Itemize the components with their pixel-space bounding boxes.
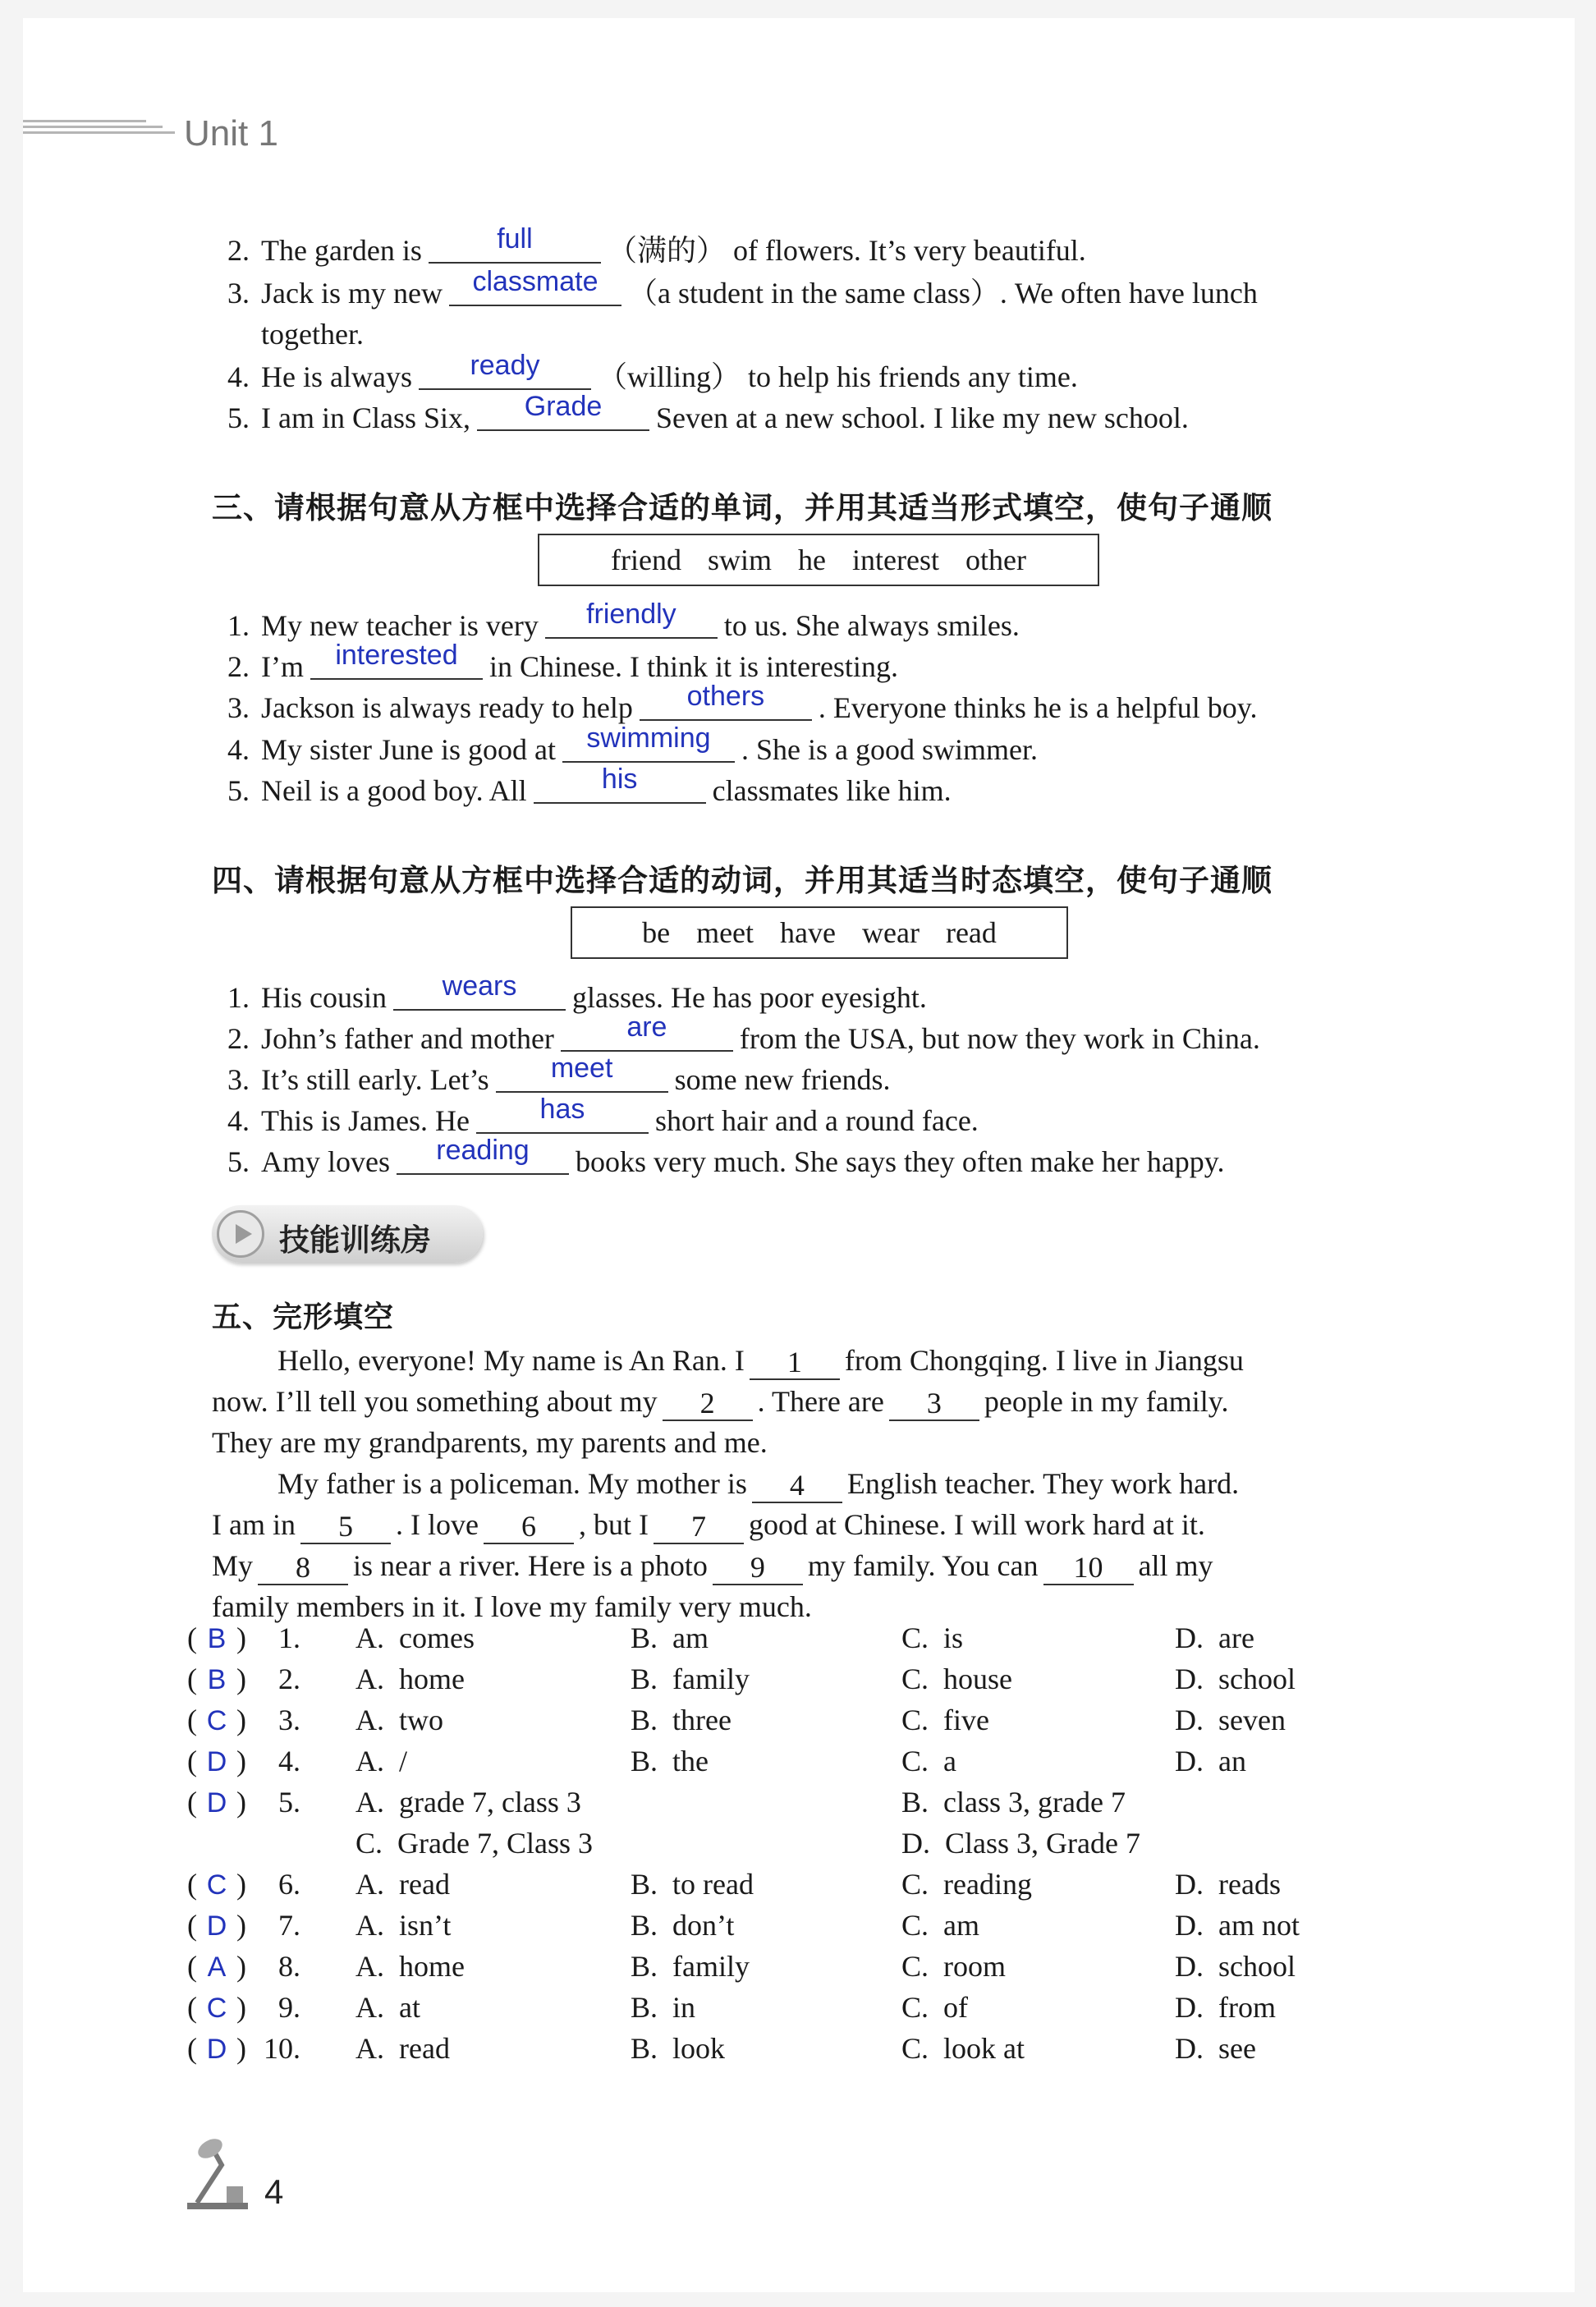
- option-d[interactable]: D. reads: [1175, 1868, 1281, 1901]
- answer-blank[interactable]: has: [476, 1103, 649, 1134]
- s2-item-4: 4. He is always ready （willing） to help his friends any time.: [227, 350, 1078, 393]
- answer-blank[interactable]: interested: [310, 649, 483, 680]
- option-c[interactable]: C. reading: [901, 1868, 1032, 1901]
- answer-blank[interactable]: meet: [496, 1062, 668, 1093]
- cloze-blank: 2: [663, 1387, 753, 1421]
- option-c[interactable]: C. Grade 7, Class 3: [355, 1827, 593, 1860]
- cloze-blank: 4: [752, 1469, 842, 1503]
- option-a[interactable]: A. isn’t: [355, 1909, 452, 1942]
- s3-item-1: 1. My new teacher is very friendly to us. She always smiles.: [227, 599, 1020, 642]
- section3-word-box: [538, 534, 1099, 586]
- option-d[interactable]: D. school: [1175, 1663, 1296, 1695]
- option-b[interactable]: B. look: [631, 2032, 726, 2065]
- answer-blank[interactable]: swimming: [562, 732, 735, 763]
- play-icon: [217, 1210, 264, 1258]
- word-box-item: wear: [862, 916, 920, 949]
- option-a[interactable]: A. read: [355, 2032, 450, 2065]
- s2-item-3: 3. Jack is my new classmate （a student in the same class）. We often have lunch: [227, 266, 1258, 310]
- option-d[interactable]: D. from: [1175, 1991, 1276, 2024]
- section3-heading: 三、请根据句意从方框中选择合适的单词，并用其适当形式填空，使句子通顺: [212, 490, 1273, 525]
- option-b[interactable]: B. to read: [631, 1868, 754, 1901]
- selected-answer[interactable]: D: [206, 1746, 227, 1777]
- unit-title: Unit 1: [184, 113, 278, 154]
- cloze-blank: 1: [750, 1346, 840, 1380]
- skills-banner: [212, 1205, 483, 1263]
- passage-line: My 8 is near a river. Here is a photo 9 my family. You can 10 all my: [212, 1549, 1213, 1584]
- s2-item-2: 2. The garden is full （满的） of flowers. It’s very beautiful.: [227, 223, 1086, 267]
- word-box-item: other: [965, 543, 1026, 576]
- answer-blank[interactable]: reading: [397, 1144, 569, 1175]
- selected-answer[interactable]: C: [206, 1869, 227, 1901]
- option-c[interactable]: C. five: [901, 1704, 989, 1736]
- answer-blank[interactable]: classmate: [449, 275, 621, 306]
- answer-paren: ( B ) 1.: [187, 1617, 300, 1659]
- option-b[interactable]: B. in: [631, 1991, 696, 2024]
- answer-paren: ( D ) 4.: [187, 1741, 300, 1782]
- answer-paren: ( C ) 6.: [187, 1864, 300, 1906]
- option-d[interactable]: D. am not: [1175, 1909, 1300, 1942]
- selected-answer[interactable]: B: [207, 1664, 227, 1695]
- s3-item-3: 3. Jackson is always ready to help others . Everyone thinks he is a helpful boy.: [227, 681, 1258, 724]
- option-a[interactable]: A. home: [355, 1663, 465, 1695]
- question-number: 10.: [264, 2032, 300, 2065]
- question-number: 2.: [278, 1663, 300, 1695]
- cloze-blank: 7: [654, 1510, 744, 1544]
- option-b[interactable]: B. don’t: [631, 1909, 735, 1942]
- section4-heading: 四、请根据句意从方框中选择合适的动词，并用其适当时态填空，使句子通顺: [212, 863, 1273, 898]
- question-number: 5.: [278, 1786, 300, 1819]
- s2-item-3-cont: together.: [261, 318, 364, 351]
- option-c[interactable]: C. house: [901, 1663, 1013, 1695]
- passage-line: I am in 5 . I love 6 , but I 7 good at Chinese. I will work hard at it.: [212, 1508, 1205, 1543]
- word-box-item: he: [798, 543, 827, 576]
- word-box-item: meet: [696, 916, 754, 949]
- question-number: 4.: [278, 1745, 300, 1777]
- answer-paren: ( A ) 8.: [187, 1946, 300, 1988]
- answer-paren: ( C ) 9.: [187, 1987, 300, 2029]
- question-number: 6.: [278, 1868, 300, 1901]
- answer-blank[interactable]: friendly: [545, 608, 718, 639]
- passage-line: now. I’ll tell you something about my 2 . There are 3 people in my family.: [212, 1385, 1229, 1420]
- option-b[interactable]: B. the: [631, 1745, 709, 1777]
- option-a[interactable]: A. grade 7, class 3: [355, 1786, 581, 1819]
- selected-answer[interactable]: C: [206, 1705, 227, 1736]
- question-number: 8.: [278, 1950, 300, 1983]
- answer-blank[interactable]: ready: [419, 359, 591, 390]
- option-c[interactable]: C. a: [901, 1745, 956, 1777]
- option-a[interactable]: A. /: [355, 1745, 408, 1777]
- option-c[interactable]: C. room: [901, 1950, 1007, 1983]
- section5-heading: 五、完形填空: [212, 1300, 395, 1334]
- page-number: 4: [264, 2172, 284, 2211]
- answer-paren: ( D ) 7.: [187, 1905, 300, 1947]
- option-a[interactable]: A. home: [355, 1950, 465, 1983]
- s4-item-3: 3. It’s still early. Let’s meet some new friends.: [227, 1053, 891, 1096]
- cloze-blank: 5: [300, 1510, 391, 1544]
- option-b[interactable]: B. three: [631, 1704, 732, 1736]
- word-box-item: swim: [708, 543, 773, 576]
- option-c[interactable]: C. look at: [901, 2032, 1025, 2065]
- s2-item-5: 5. I am in Class Six, Grade Seven at a new school. I like my new school.: [227, 391, 1189, 434]
- answer-blank[interactable]: are: [561, 1020, 733, 1052]
- selected-answer[interactable]: D: [206, 1910, 227, 1942]
- option-a[interactable]: A. two: [355, 1704, 443, 1736]
- option-b[interactable]: B. family: [631, 1950, 750, 1983]
- answer-blank[interactable]: others: [640, 690, 812, 721]
- question-number: 3.: [278, 1704, 300, 1736]
- section4-word-box: [571, 906, 1068, 959]
- answer-blank[interactable]: wears: [393, 979, 566, 1011]
- word-box-item: friend: [611, 543, 682, 576]
- cloze-blank: 3: [889, 1387, 979, 1421]
- passage-line: My father is a policeman. My mother is 4 English teacher. They work hard.: [277, 1467, 1240, 1502]
- option-d[interactable]: D. an: [1175, 1745, 1246, 1777]
- cloze-blank: 8: [258, 1551, 348, 1585]
- option-d[interactable]: D. seven: [1175, 1704, 1286, 1736]
- s4-item-5: 5. Amy loves reading books very much. She says they often make her happy.: [227, 1135, 1225, 1178]
- answer-blank[interactable]: full: [429, 232, 601, 264]
- option-b[interactable]: B. family: [631, 1663, 750, 1695]
- s4-item-4: 4. This is James. He has short hair and a round face.: [227, 1094, 979, 1137]
- selected-answer[interactable]: D: [206, 2034, 227, 2065]
- option-d[interactable]: D. are: [1175, 1621, 1254, 1654]
- s4-item-1: 1. His cousin wears glasses. He has poor eyesight.: [227, 970, 927, 1014]
- answer-paren: ( D ) 10.: [187, 2028, 300, 2070]
- option-d[interactable]: D. see: [1175, 2032, 1256, 2065]
- answer-blank[interactable]: his: [534, 773, 706, 804]
- option-a[interactable]: A. at: [355, 1991, 420, 2024]
- selected-answer[interactable]: A: [207, 1952, 227, 1983]
- selected-answer[interactable]: D: [206, 1787, 227, 1819]
- cloze-blank: 10: [1043, 1551, 1134, 1585]
- s4-item-2: 2. John’s father and mother are from the USA, but now they work in China.: [227, 1011, 1260, 1055]
- option-c[interactable]: C. of: [901, 1991, 969, 2024]
- cloze-passage: [212, 1340, 1419, 1627]
- question-number: 1.: [278, 1621, 300, 1654]
- s3-item-4: 4. My sister June is good at swimming . She is a good swimmer.: [227, 722, 1038, 766]
- word-box-item: read: [945, 916, 997, 949]
- word-box-item: interest: [852, 543, 939, 576]
- passage-line: They are my grandparents, my parents and me.: [212, 1426, 768, 1459]
- option-a[interactable]: A. read: [355, 1868, 450, 1901]
- header-decoration: [23, 120, 175, 144]
- workbook-page: [23, 18, 1575, 2292]
- option-c[interactable]: C. is: [901, 1621, 964, 1654]
- word-box-item: be: [642, 916, 671, 949]
- lamp-icon: [181, 2132, 255, 2214]
- word-box-item: have: [780, 916, 836, 949]
- answer-blank[interactable]: Grade: [477, 400, 649, 431]
- s3-item-2: 2. I’m interested in Chinese. I think it is interesting.: [227, 640, 898, 683]
- option-a[interactable]: A. comes: [355, 1621, 475, 1654]
- option-b[interactable]: B. am: [631, 1621, 709, 1654]
- question-number: 9.: [278, 1991, 300, 2024]
- option-d[interactable]: D. school: [1175, 1950, 1296, 1983]
- answer-paren: ( C ) 3.: [187, 1699, 300, 1741]
- selected-answer[interactable]: C: [206, 1993, 227, 2024]
- cloze-blank: 6: [484, 1510, 574, 1544]
- option-c[interactable]: C. am: [901, 1909, 979, 1942]
- selected-answer[interactable]: B: [207, 1623, 227, 1654]
- answer-paren: ( B ) 2.: [187, 1658, 300, 1700]
- s3-item-5: 5. Neil is a good boy. All his classmates like him.: [227, 764, 952, 807]
- cloze-blank: 9: [713, 1551, 803, 1585]
- passage-line: family members in it. I love my family very much.: [212, 1590, 812, 1623]
- option-d[interactable]: D. Class 3, Grade 7: [901, 1827, 1140, 1860]
- passage-line: Hello, everyone! My name is An Ran. I 1 from Chongqing. I live in Jiangsu: [277, 1344, 1244, 1378]
- banner-label: 技能训练房: [279, 1222, 431, 1258]
- option-b[interactable]: B. class 3, grade 7: [901, 1786, 1126, 1819]
- answer-paren: ( D ) 5.: [187, 1782, 300, 1823]
- question-number: 7.: [278, 1909, 300, 1942]
